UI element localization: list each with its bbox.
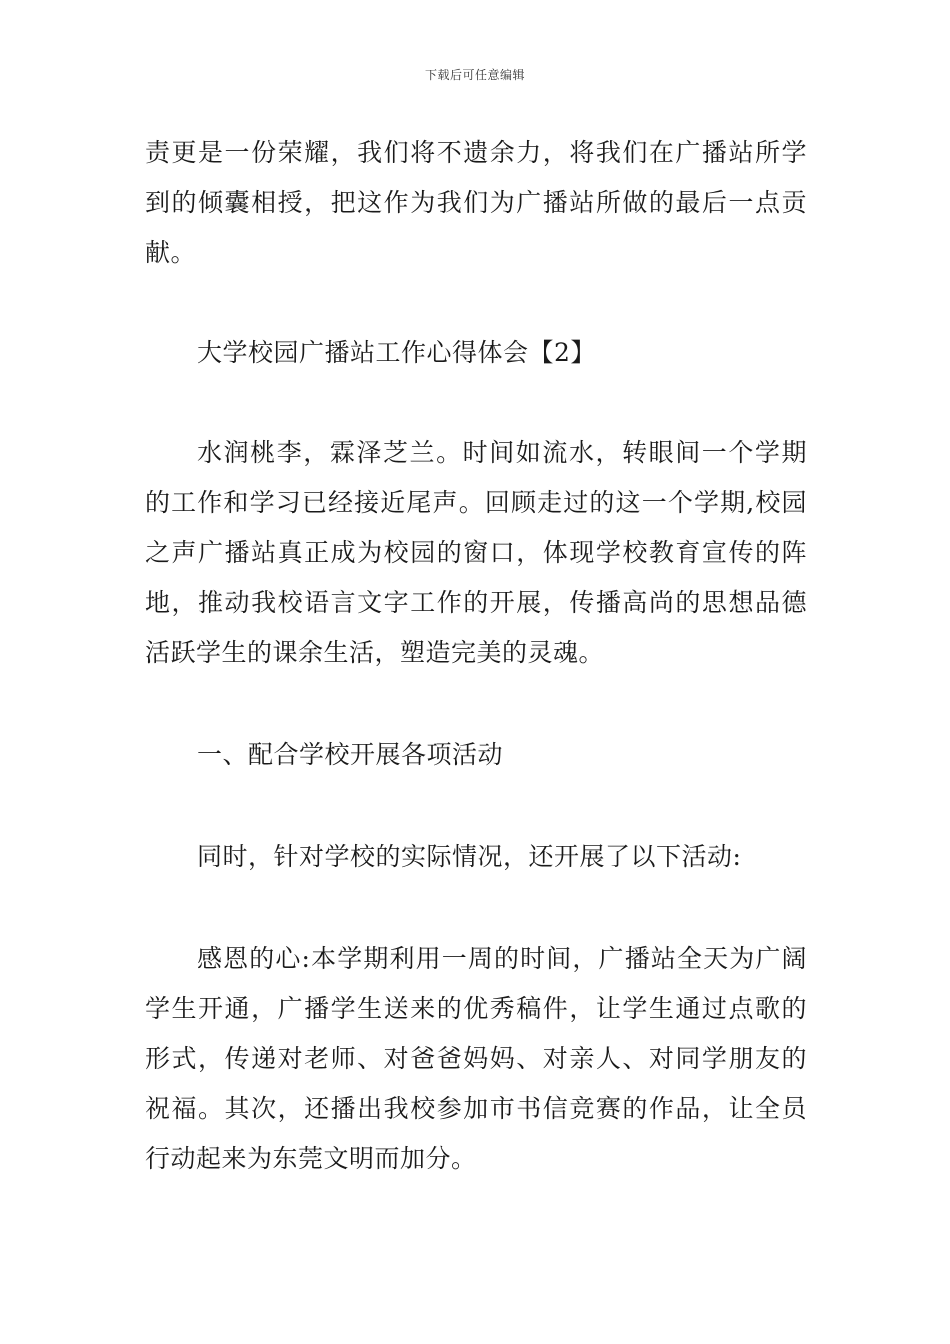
subsection-heading: 一、配合学校开展各项活动 — [197, 740, 504, 769]
paragraph-intro: 水润桃李，霖泽芝兰。时间如流水，转眼间一个学期的工作和学习已经接近尾声。回顾走过的这一个学期,校园之声广播站真正成为校园的窗口，体现学校教育宣传的阵地，推动我校语言文字工作的开展，传播高尚的思想品德活跃学生的课余生活，塑造完美的灵魂。 — [145, 438, 807, 667]
paragraph-activities-lead: 同时，针对学校的实际情况，还开展了以下活动: — [197, 842, 742, 871]
paragraph-gratitude: 感恩的心:本学期利用一周的时间，广播站全天为广阔学生开通，广播学生送来的优秀稿件，让学生通过点歌的形式，传递对老师、对爸爸妈妈、对亲人、对同学朋友的祝福。其次，还播出我校参加市书信竞赛的作品，让全员行动起来为东莞文明而加分。 — [145, 944, 807, 1173]
paragraph-continuation: 责更是一份荣耀，我们将不遗余力，将我们在广播站所学到的倾囊相授，把这作为我们为广播站所做的最后一点贡献。 — [145, 138, 807, 267]
header-note: 下载后可任意编辑 — [424, 68, 525, 82]
section-title: 大学校园广播站工作心得体会【2】 — [197, 338, 596, 367]
document-body — [145, 128, 807, 1184]
